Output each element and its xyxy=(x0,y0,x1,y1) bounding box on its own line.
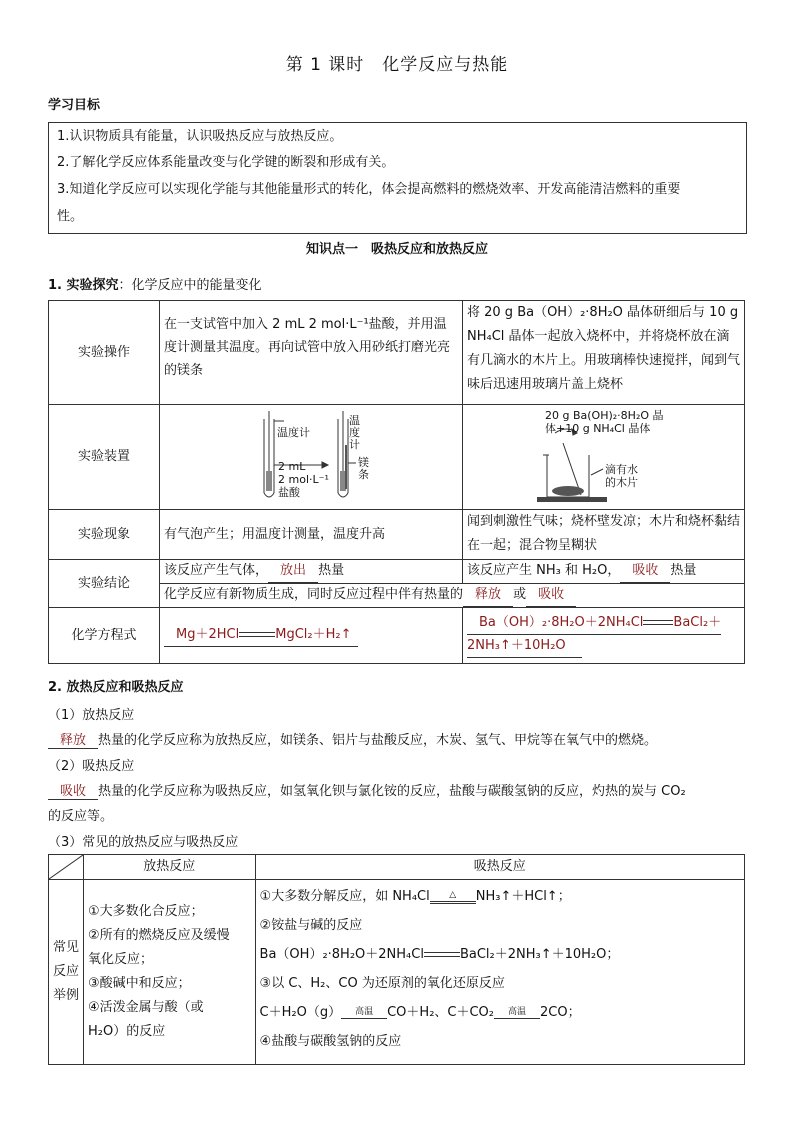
row-label-examples xyxy=(49,880,84,1065)
goal-3: 3.知道化学反应可以实现化学能与其他能量形式的转化，体会提高燃料的燃烧效率、开发高能清洁燃料的重要 xyxy=(57,182,681,197)
exo-item-4: ④活泼金属与酸（或 xyxy=(88,1000,204,1015)
high-temp-label-2: 高温 xyxy=(508,1006,527,1017)
experiment-table xyxy=(48,300,745,664)
exothermic-definition xyxy=(48,729,657,749)
conclusion-bottom-blank-2 xyxy=(526,584,576,607)
endo-item-1-a: ①大多数分解反应，如 NH₄Cl xyxy=(259,889,430,904)
row-label-equation: 化学方程式 xyxy=(49,608,160,664)
knowledge-point-heading: 知识点一 吸热反应和放热反应 xyxy=(305,242,488,257)
label-tiao: 条 xyxy=(358,468,370,481)
row-label-operation: 实验操作 xyxy=(49,301,160,405)
apparatus-right xyxy=(463,405,745,510)
exo-item-2: ②所有的燃烧反应及缓慢 xyxy=(88,928,230,943)
label-hcl: 盐酸 xyxy=(278,486,301,499)
exo-item-3: ③酸碱中和反应； xyxy=(88,976,191,991)
section-1-subtitle: ：化学反应中的能量变化 xyxy=(118,278,262,293)
endothermic-blank xyxy=(48,780,98,800)
conclusion-bottom-blank-1 xyxy=(463,584,513,607)
high-temp-label-1: 高温 xyxy=(355,1006,374,1017)
conclusion-left xyxy=(160,560,463,584)
label-du: 度 xyxy=(349,426,361,439)
label-ji: 计 xyxy=(349,438,361,451)
conclusion-bottom xyxy=(160,584,745,608)
heat-condition-icon xyxy=(430,890,476,904)
row-label-line-2: 反应 xyxy=(52,964,79,979)
section-1-label: 1. 实验探究 xyxy=(48,278,119,293)
endo-item-2-equation xyxy=(260,940,740,969)
exothermic-text: 热量的化学反应称为放热反应，如镁条、铝片与盐酸反应，木炭、氢气、甲烷等在氧气中的燃烧。 xyxy=(98,733,658,748)
test-tube-apparatus-diagram xyxy=(160,405,460,509)
exo-item-2-cont: 氧化反应； xyxy=(88,952,154,967)
exo-item-1: ①大多数化合反应； xyxy=(88,904,204,919)
equation-right-blank-1 xyxy=(467,612,721,635)
conclusion-bottom-answer-1: 释放 xyxy=(475,587,502,602)
conclusion-right-answer: 吸收 xyxy=(632,563,659,578)
equation-right-reactants: Ba（OH）₂·8H₂O＋2NH₄Cl xyxy=(479,615,644,630)
endo-item-3-eq-c: 2CO； xyxy=(540,1005,581,1020)
high-temp-condition-icon xyxy=(341,1007,387,1019)
common-reactions-heading: （3）常见的放热反应与吸热反应 xyxy=(48,835,239,850)
endothermic-text: 热量的化学反应称为吸热反应，如氢氧化钡与氯化铵的反应，盐酸与碳酸氢钠的反应，灼热的炭与 CO₂ xyxy=(98,784,686,799)
equation-left xyxy=(160,608,463,664)
endo-item-2: ②铵盐与碱的反应 xyxy=(259,918,363,933)
row-label-conclusion: 实验结论 xyxy=(49,560,160,608)
row-label-line-1: 常见 xyxy=(52,940,79,955)
operation-left: 在一支试管中加入 2 mL 2 mol·L⁻¹盐酸，并用温度计测量其温度。再向试管中放入用砂纸打磨光亮的镁条 xyxy=(160,301,463,405)
endo-item-3-eq-b: CO＋H₂、C＋CO₂ xyxy=(387,1005,495,1020)
label-ba-oh: 20 g Ba(OH)₂·8H₂O 晶 xyxy=(545,409,664,422)
conclusion-bottom-answer-2: 吸收 xyxy=(538,587,565,602)
high-temp-condition-icon xyxy=(494,1007,540,1019)
row-label-phenomenon: 实验现象 xyxy=(49,510,160,560)
exothermic-examples xyxy=(84,880,256,1065)
equals-arrow-icon xyxy=(643,618,673,628)
label-water-drops: 滴有水 xyxy=(605,463,638,476)
endothermic-answer: 吸收 xyxy=(60,784,87,799)
endothermic-text-cont: 的反应等。 xyxy=(48,809,114,824)
heat-condition-symbol: △ xyxy=(449,889,457,900)
label-wood-board: 的木片 xyxy=(605,476,638,489)
section-2-heading: 2. 放热反应和吸热反应 xyxy=(48,680,184,695)
phenomenon-right: 闻到刺激性气味；烧杯壁发凉；木片和烧杯黏结在一起；混合物呈糊状 xyxy=(463,510,745,560)
diagonal-line xyxy=(49,855,83,879)
label-2ml: 2 mL xyxy=(278,460,306,473)
endothermic-heading: （2）吸热反应 xyxy=(48,759,135,774)
exothermic-heading: （1）放热反应 xyxy=(48,708,135,723)
label-nh4cl: 体+10 g NH₄Cl 晶体 xyxy=(545,422,651,435)
label-thermometer: 温度计 xyxy=(277,426,311,439)
goal-1: 1.认识物质具有能量，认识吸热反应与放热反应。 xyxy=(57,129,343,144)
col-header-endothermic: 吸热反应 xyxy=(255,855,744,880)
goals-box xyxy=(48,122,747,234)
label-mei: 镁 xyxy=(358,456,370,469)
col-header-exothermic: 放热反应 xyxy=(84,855,256,880)
conclusion-right xyxy=(463,560,745,584)
exothermic-answer: 释放 xyxy=(60,733,87,748)
row-label-line-3: 举例 xyxy=(52,988,79,1003)
conclusion-right-pre: 该反应产生 NH₃ 和 H₂O， xyxy=(467,563,621,578)
conclusion-left-blank xyxy=(268,560,318,583)
equation-right-products-2: 2NH₃↑＋10H₂O xyxy=(467,638,566,653)
exothermic-blank xyxy=(48,729,98,749)
section-1-heading xyxy=(48,274,262,293)
label-concentration: 2 mol·L⁻¹ xyxy=(278,473,329,486)
conclusion-bottom-pre: 化学反应有新物质生成，同时反应过程中伴有热量的 xyxy=(164,587,464,602)
conclusion-bottom-or: 或 xyxy=(513,587,527,602)
endo-item-2-eq-b: BaCl₂＋2NH₃↑＋10H₂O； xyxy=(459,947,620,962)
equation-right-blank-2 xyxy=(467,635,582,658)
equation-left-reactants: Mg＋2HCl xyxy=(176,627,240,642)
conclusion-left-pre: 该反应产生气体， xyxy=(164,563,269,578)
conclusion-right-post: 热量 xyxy=(670,563,697,578)
corner-cell xyxy=(49,855,84,880)
endo-item-4: ④盐酸与碳酸氢钠的反应 xyxy=(259,1034,402,1049)
conclusion-right-blank xyxy=(620,560,670,583)
endo-item-1-b: NH₃↑＋HCl↑； xyxy=(475,889,571,904)
equation-left-products: MgCl₂＋H₂↑ xyxy=(275,627,352,642)
goal-3-cont: 性。 xyxy=(57,209,84,224)
endo-item-3-equation xyxy=(260,998,740,1027)
label-wen: 温 xyxy=(349,414,361,427)
equation-right xyxy=(463,608,745,664)
goal-2: 2.了解化学反应体系能量改变与化学键的断裂和形成有关。 xyxy=(57,155,395,170)
endo-item-3: ③以 C、H₂、CO 为还原剂的氧化还原反应 xyxy=(259,976,505,991)
endo-item-3-eq-a: C＋H₂O（g） xyxy=(259,1005,342,1020)
page-title: 第 1 课时 化学反应与热能 xyxy=(285,55,509,75)
phenomenon-left: 有气泡产生；用温度计测量，温度升高 xyxy=(160,510,463,560)
conclusion-left-answer: 放出 xyxy=(280,563,307,578)
endothermic-examples xyxy=(255,880,744,1065)
equals-arrow-icon xyxy=(239,630,275,640)
endo-item-1 xyxy=(260,882,740,911)
equation-right-products-1: BaCl₂＋ xyxy=(673,615,722,630)
endo-item-2-eq-a: Ba（OH）₂·8H₂O＋2NH₄Cl xyxy=(259,947,424,962)
equation-left-blank xyxy=(164,624,357,647)
operation-right: 将 20 g Ba（OH）₂·8H₂O 晶体研细后与 10 g NH₄Cl 晶体一起放入烧杯中，并将烧杯放在滴有几滴水的木片上。用玻璃棒快速搅拌，闻到气味后迅速用玻璃片盖上烧杯 xyxy=(463,301,745,405)
endothermic-definition xyxy=(48,780,686,800)
row-label-apparatus: 实验装置 xyxy=(49,405,160,510)
conclusion-left-post: 热量 xyxy=(318,563,345,578)
goals-heading: 学习目标 xyxy=(48,98,101,113)
equals-arrow-icon xyxy=(424,950,460,960)
reactions-table xyxy=(48,854,745,1065)
exo-item-4-cont: H₂O）的反应 xyxy=(88,1024,166,1039)
apparatus-left xyxy=(160,405,463,510)
